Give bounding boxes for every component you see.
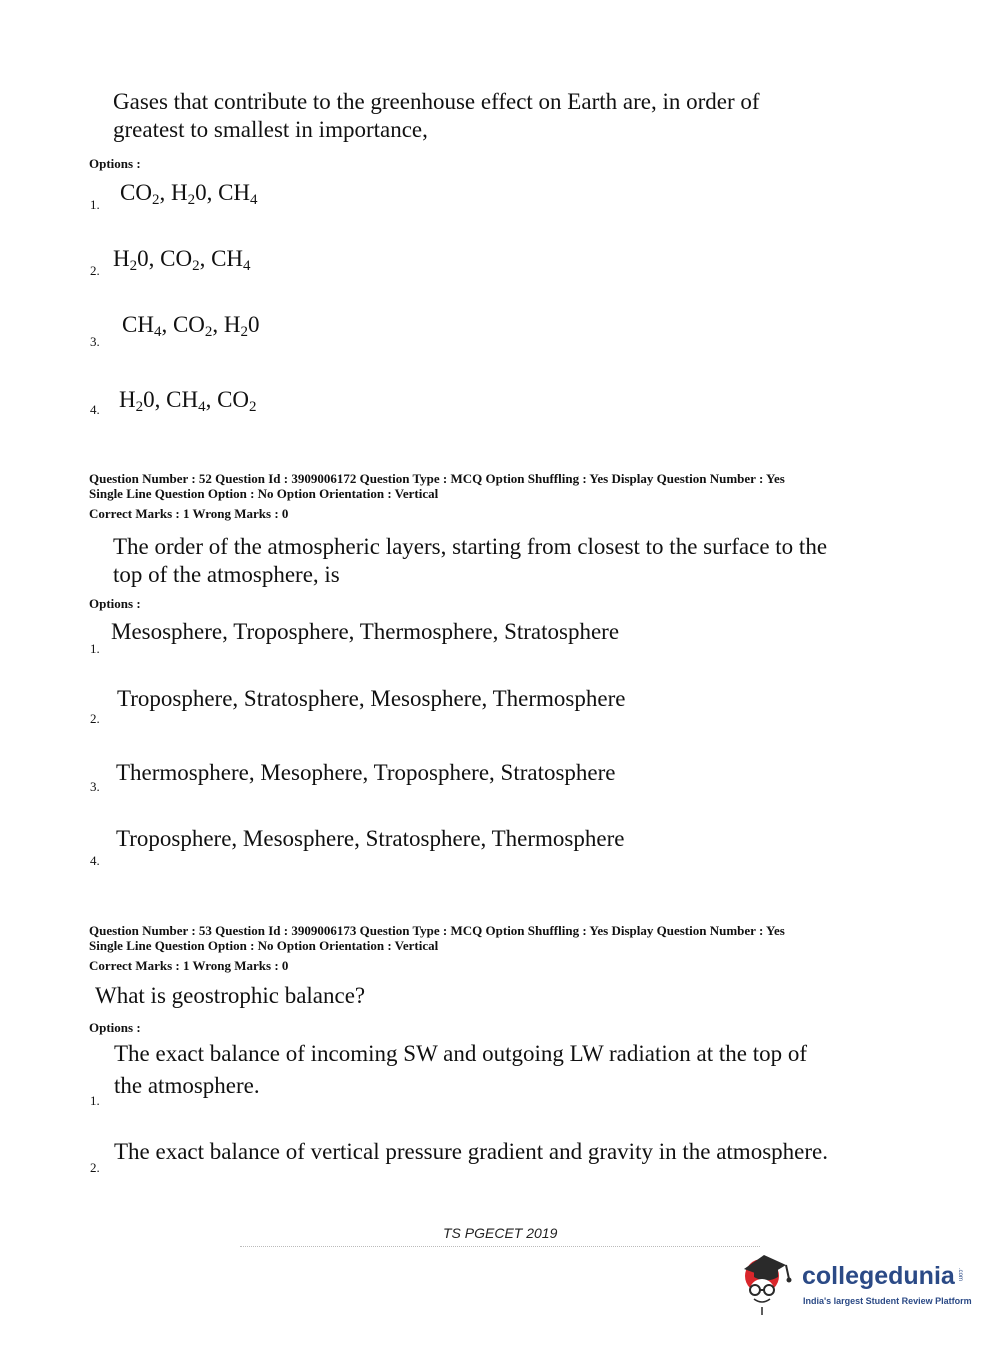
q51-option-4-number: 4. bbox=[90, 402, 100, 417]
q53-meta-line1: Question Number : 53 Question Id : 3909006173 Question Type : MCQ Option Shuffling : Yes Display Question Number : Yes bbox=[89, 923, 785, 938]
q51-text-line1: Gases that contribute to the greenhouse effect on Earth are, in order of bbox=[113, 89, 760, 114]
q53-meta-line2: Single Line Question Option : No Option Orientation : Vertical bbox=[89, 938, 439, 953]
footer-divider bbox=[240, 1246, 760, 1247]
q51-text-line2: greatest to smallest in importance, bbox=[113, 117, 428, 142]
q53-option-1-text-line1[interactable]: The exact balance of incoming SW and outgoing LW radiation at the top of bbox=[114, 1041, 807, 1066]
q51-option-2-text[interactable]: $H_20$, $CO_2$, $CH_4$ bbox=[113, 246, 251, 274]
collegedunia-brand-suffix: .com bbox=[957, 1268, 963, 1282]
q51-option-3-text[interactable]: $CH_4$, $CO_2$, $H_20$ bbox=[122, 312, 260, 340]
q53-text: What is geostrophic balance? bbox=[95, 983, 366, 1008]
q51-option-1-number: 1. bbox=[90, 197, 100, 212]
q52-text-line1: The order of the atmospheric layers, starting from closest to the surface to the bbox=[113, 534, 828, 559]
q52-option-4-text[interactable]: Troposphere, Mesosphere, Stratosphere, Thermosphere bbox=[116, 826, 625, 851]
q51-option-3-number: 3. bbox=[90, 334, 100, 349]
q51-option-4-text[interactable]: $H_20$, $CH_4$, $CO_2$ bbox=[119, 387, 257, 415]
collegedunia-brand-name: collegedunia bbox=[802, 1262, 955, 1290]
collegedunia-logo-icon bbox=[740, 1247, 802, 1319]
q52-option-3-text[interactable]: Thermosphere, Mesophere, Troposphere, Stratosphere bbox=[116, 760, 616, 785]
q53-options-label: Options : bbox=[89, 1020, 141, 1035]
q52-meta-line1: Question Number : 52 Question Id : 3909006172 Question Type : MCQ Option Shuffling : Yes Display Question Number : Yes bbox=[89, 471, 785, 486]
q52-meta-line3: Correct Marks : 1 Wrong Marks : 0 bbox=[89, 506, 289, 521]
q52-option-1-number: 1. bbox=[90, 641, 100, 656]
q52-option-3-number: 3. bbox=[90, 779, 100, 794]
q51-option-1-text[interactable]: $CO_2$, $H_20$, $CH_4$ bbox=[120, 180, 258, 208]
footer-exam-name: TS PGECET 2019 bbox=[443, 1225, 558, 1241]
collegedunia-tagline: India's largest Student Review Platform bbox=[803, 1296, 972, 1306]
q53-meta-line3: Correct Marks : 1 Wrong Marks : 0 bbox=[89, 958, 289, 973]
q52-option-2-number: 2. bbox=[90, 711, 100, 726]
q52-option-2-text[interactable]: Troposphere, Stratosphere, Mesosphere, Thermosphere bbox=[117, 686, 626, 711]
q53-option-1-number: 1. bbox=[90, 1093, 100, 1108]
q52-option-1-text[interactable]: Mesosphere, Troposphere, Thermosphere, Stratosphere bbox=[111, 619, 620, 644]
q53-option-2-text[interactable]: The exact balance of vertical pressure gradient and gravity in the atmosphere. bbox=[114, 1139, 828, 1164]
q51-option-2-number: 2. bbox=[90, 263, 100, 278]
q52-option-4-number: 4. bbox=[90, 853, 100, 868]
q52-options-label: Options : bbox=[89, 596, 141, 611]
q52-meta-line2: Single Line Question Option : No Option Orientation : Vertical bbox=[89, 486, 439, 501]
q52-text-line2: top of the atmosphere, is bbox=[113, 562, 340, 587]
q53-option-1-text-line2[interactable]: the atmosphere. bbox=[114, 1073, 260, 1098]
q51-options-label: Options : bbox=[89, 156, 141, 171]
q53-option-2-number: 2. bbox=[90, 1160, 100, 1175]
